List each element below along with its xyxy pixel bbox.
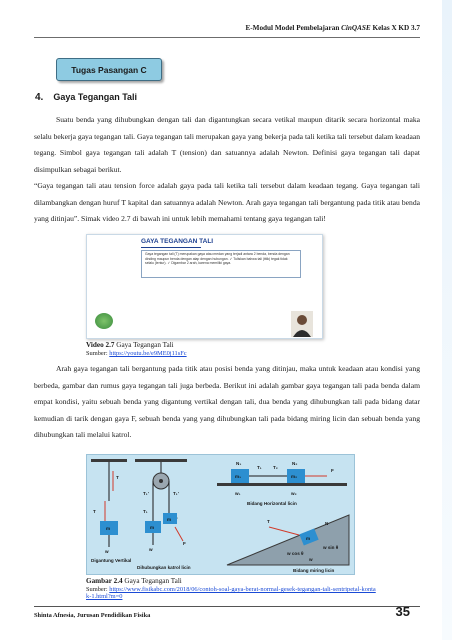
label-T2-horizontal: T₂ [273, 465, 278, 470]
paragraph-directions: Arah gaya tegangan tali bergantung pada titik atau posisi benda yang ditinjau, maka untuk keadaan atau kondisi yang berbeda, gambar dan rumus gaya tegangan tali juga berbeda. Berikut ini adalah gambar gaya tegangan tali pada benda dalam empat kondisi, yaitu sebuah benda yang digantung vertikal dengan tali, dua benda yang dihubungkan tali pada bidang datar kemudian di tarik dengan gaya F, sebuah benda yang yang dihubungkan tali pada bidang miring licin dan sebuah benda yang dihubungkan tali melalui katrol. [34, 364, 420, 440]
video-slide-title: GAYA TEGANGAN TALI [141, 238, 214, 245]
section-title: Gaya Tegangan Tali [53, 92, 138, 102]
label-T1: T₁ [143, 509, 148, 514]
label-w-incline: w [309, 557, 313, 562]
video-slide-text: Gaya tegangan tali (T) merupakan gaya atau medan yang terjadi antara 2 benda, benda dengan dinding maupun benda dengan atap dengan hubungan. ✓ Tuliskan bahwa tali (titik) tegak tidak selalu (lentur). ✓ Digambar 2 arah, karena memiliki gaya. [141, 250, 301, 278]
video-caption: Video 2.7 Gaya Tegangan Tali [86, 341, 174, 349]
figure-caption: Gambar 2.4 Gaya Tegangan Tali [86, 577, 182, 585]
video-logo-icon [95, 313, 113, 329]
paragraph-intro: Suatu benda yang dihubungkan dengan tali dan digantungkan secara vetikal maupun ditarik secara horizontal maka selalu bekerja gaya tegangan tali. Gaya tegangan tali merupakan gaya yang bekerja pada tali ketika tali tersebut dalam keadaan tegang. Simbol gaya tegangan tali adalah T (tension) dan satuannya adalah Newton. Definisi gaya tegangan tali dapat disimpulkan sebagai berikut. [34, 115, 420, 174]
label-w1: w₁ [235, 491, 241, 496]
label-T1p: T₁' [143, 491, 149, 496]
label-m-vertical: m [106, 526, 111, 531]
video-player[interactable] [86, 234, 323, 339]
footer-author: Shinta Afnesia, Jurusan Pendidikan Fisika [34, 612, 151, 619]
label-w-vertical: w [105, 549, 109, 554]
label-horizontal: Bidang Horizontal licin [247, 501, 297, 506]
label-w-pulley: w [149, 547, 153, 552]
video-slide-rule [141, 247, 201, 248]
page-edge-decoration [442, 0, 452, 640]
label-N1: N₁ [236, 461, 242, 466]
label-vertical: Digantung Vertikal [91, 558, 132, 563]
label-T-block: T [93, 509, 96, 514]
label-wsin: w sin θ [323, 545, 339, 550]
label-F-horizontal: F [331, 468, 334, 473]
label-T-incline: T [267, 519, 270, 524]
label-F-pulley: F [183, 541, 186, 546]
section-number: 4. [35, 92, 44, 103]
label-m-pulley-left: m [150, 525, 155, 530]
figure-source: Sumber: https://www.fisikabc.com/2018/06/contoh-soal-gaya-berat-normal-gesek-tegangan-tali-sentripetal-kontak-1.html?m=0 [86, 586, 376, 600]
tension-figure [86, 454, 355, 575]
page-header: E-Modul Model Pembelajaran CinQASE Kelas X KD 3.7 [245, 24, 420, 32]
label-T-top: T [116, 475, 119, 480]
header-rule [34, 37, 420, 38]
label-m2: m₂ [291, 474, 298, 479]
footer-rule [34, 606, 420, 607]
label-wcos: w cos θ [287, 551, 304, 556]
label-T1-horizontal: T₁ [257, 465, 262, 470]
paragraph-definition: “Gaya tegangan tali atau tension force adalah gaya pada tali ketika tali tersebut dalam keadaan tegang. Gaya tegangan tali dilambangkan dengan huruf T kapital dan satuannya adalah Newton. Arah gaya tegangan tali bergantung pada titik atau benda yang ditinjau”. Simak video 2.7 di bawah ini untuk lebih memahami tentang gaya tegangan tali! [34, 181, 420, 224]
label-N2: N₂ [292, 461, 298, 466]
label-w2: w₂ [291, 491, 297, 496]
video-source-link[interactable]: https://youtu.be/e9ME0j11sFc [109, 350, 187, 357]
label-T1p-right: T₁' [173, 491, 179, 496]
figure-source-link[interactable]: https://www.fisikabc.com/2018/06/contoh-soal-gaya-berat-normal-gesek-tegangan-tali-sentripetal-kontak-1.html?m=0 [86, 586, 376, 600]
label-m-incline: m [306, 536, 311, 541]
task-tag: Tugas Pasangan C [56, 58, 162, 81]
label-pulley: Dihubungkan katrol licin [137, 565, 191, 570]
tension-diagram [87, 455, 354, 574]
presenter-icon [291, 311, 313, 337]
video-source: Sumber: https://youtu.be/e9ME0j11sFc [86, 350, 187, 357]
label-m-pulley-right: m [167, 517, 172, 522]
page-number: 35 [395, 604, 410, 619]
label-m1: m₁ [235, 474, 241, 479]
label-N-incline: N [325, 521, 329, 526]
section-heading [35, 92, 137, 103]
label-incline: Bidang miring licin [293, 568, 335, 573]
